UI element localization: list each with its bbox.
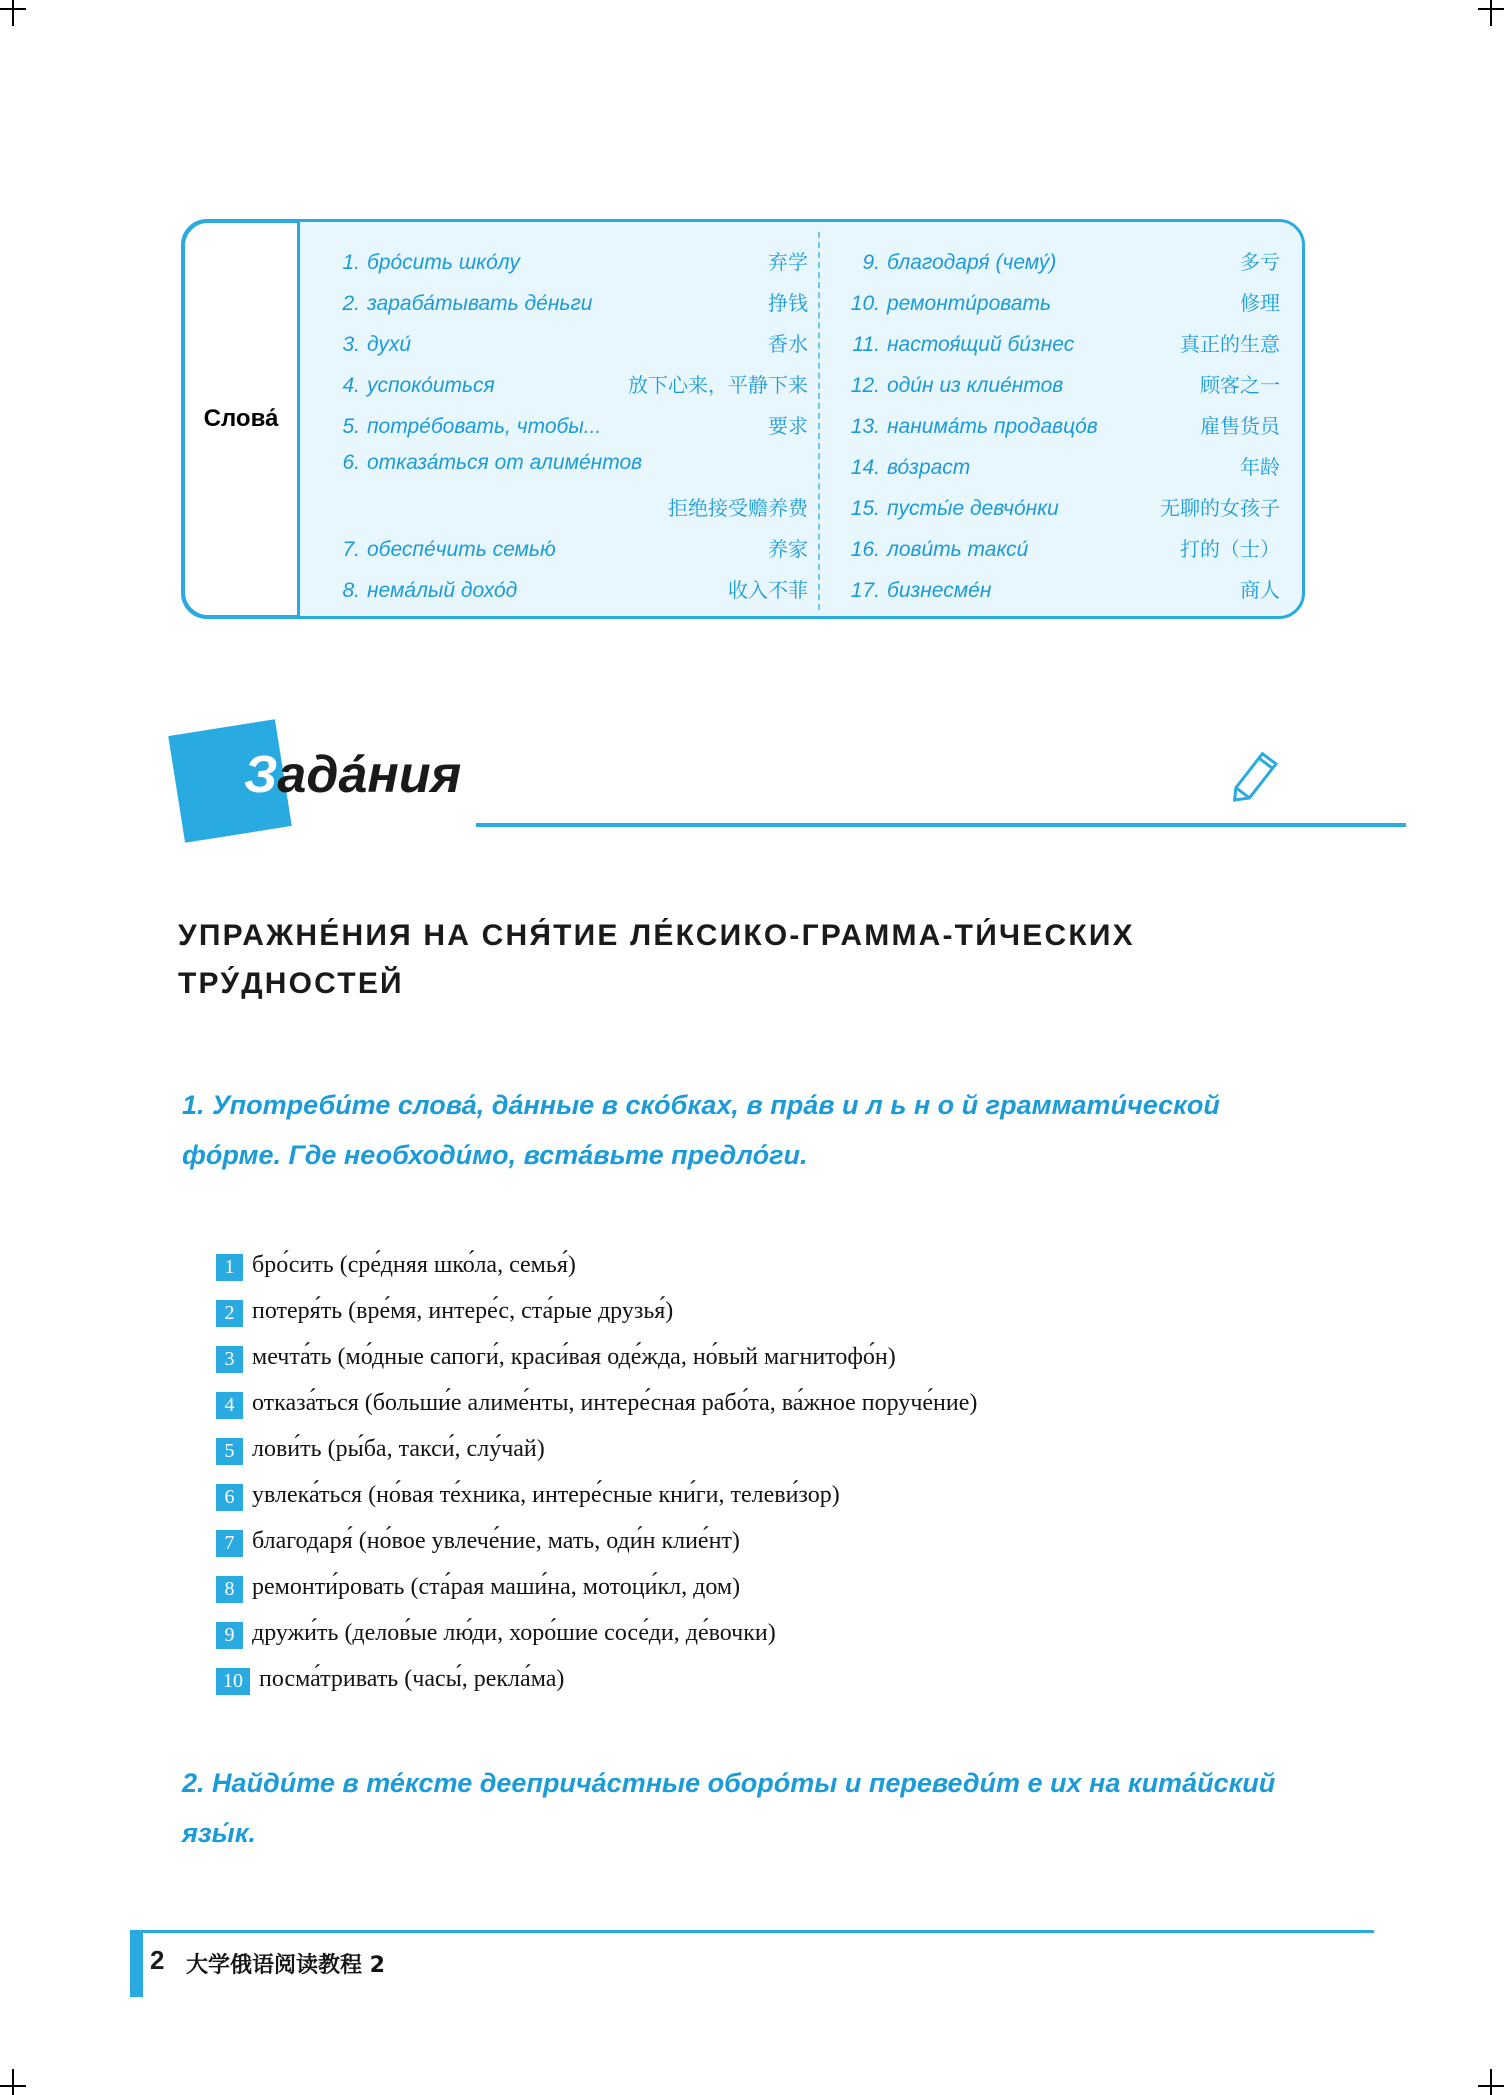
vocab-number: 14. xyxy=(850,456,880,479)
page-number: 2 xyxy=(150,1945,165,1975)
item-text: благодаря́ (но́вое увлече́ние, мать, оди́н клие́нт) xyxy=(252,1528,740,1554)
item-number-badge: 7 xyxy=(216,1530,243,1557)
book-title: 大学俄语阅读教程 2 xyxy=(186,1953,385,1978)
vocab-entry xyxy=(326,246,808,287)
vocab-russian: успоко́иться xyxy=(367,374,495,397)
vocab-chinese: 要求 xyxy=(768,414,808,438)
vocab-chinese: 弃学 xyxy=(768,250,808,274)
vocab-number: 5. xyxy=(342,415,360,438)
item-text: дружи́ть (делов́ые лю́ди, хоро́шие сосе́ди, де́вочки) xyxy=(252,1620,776,1646)
vocab-chinese: 真正的生意 xyxy=(1180,332,1280,356)
vocab-number: 10. xyxy=(850,292,880,315)
vocab-entry xyxy=(326,410,808,451)
vocab-number: 13. xyxy=(850,415,880,438)
vocab-chinese: 拒绝接受赡养费 xyxy=(668,496,808,520)
vocab-russian: нанима́ть продавцо́в xyxy=(887,415,1098,438)
vocabulary-tab-label: Слова́ xyxy=(203,405,279,432)
vocab-number: 6. xyxy=(342,451,360,474)
vocab-russian: бро́сить шко́лу xyxy=(367,251,520,274)
vocab-russian: отказа́ться от алиме́нтов xyxy=(367,451,643,474)
list-item xyxy=(216,1568,1326,1614)
vocab-number: 12. xyxy=(850,374,880,397)
footer-accent-tab xyxy=(130,1933,143,1997)
vocab-number: 1. xyxy=(342,251,360,274)
section-heading: УПРАЖНЕ́НИЯ НА СНЯ́ТИЕ ЛЕ́КСИКО-ГРАММА-ТИ́ЧЕСКИХ ТРУ́ДНОСТЕЙ xyxy=(178,919,1135,1000)
tasks-banner-title xyxy=(244,745,461,805)
vocab-entry xyxy=(846,328,1280,369)
item-text: увлека́ться (но́вая те́хника, интере́сные кни́ги, телеви́зор) xyxy=(252,1482,840,1508)
vocab-chinese: 养家 xyxy=(768,537,808,561)
item-text: отказа́ться (больши́е алиме́нты, интере́сная рабо́та, ва́жное поруче́ние) xyxy=(252,1390,978,1416)
list-item xyxy=(216,1246,1326,1292)
vocab-russian: зараба́тывать де́ньги xyxy=(367,292,593,315)
pencil-icon xyxy=(1222,747,1288,813)
vocabulary-column-right xyxy=(818,232,1288,610)
vocab-entry xyxy=(846,492,1280,533)
vocab-russian: нема́лый дохо́д xyxy=(367,579,518,602)
vocab-russian: лови́ть такси́ xyxy=(887,538,1029,561)
vocab-chinese: 收入不菲 xyxy=(728,578,808,602)
list-item xyxy=(216,1430,1326,1476)
item-number-badge: 2 xyxy=(216,1300,243,1327)
task-1-heading: 1. Употреби́те слова́, да́нные в ско́бках, в пра́в и л ь н о й граммати́ческой фо́рме. Где необходи́мо, вста́вьте предло́ги. xyxy=(182,1090,1220,1170)
item-text: потеря́ть (вре́мя, интере́с, ста́рые друзья́) xyxy=(252,1298,674,1324)
vocab-number: 2. xyxy=(342,292,360,315)
tasks-banner-rest: ада́ния xyxy=(277,746,462,804)
crop-mark-top-right xyxy=(1490,0,1492,26)
vocab-entry xyxy=(846,246,1280,287)
list-item xyxy=(216,1522,1326,1568)
list-item xyxy=(216,1338,1326,1384)
item-text: мечта́ть (мо́дные сапоги́, краси́вая оде́жда, но́вый магнитофо́н) xyxy=(252,1344,896,1370)
vocab-entry xyxy=(846,533,1280,574)
vocabulary-columns xyxy=(308,232,1296,610)
tasks-banner xyxy=(176,715,1306,850)
vocab-entry xyxy=(326,533,808,574)
vocab-entry xyxy=(326,287,808,328)
vocab-number: 4. xyxy=(342,374,360,397)
vocab-number: 15. xyxy=(850,497,880,520)
item-number-badge: 6 xyxy=(216,1484,243,1511)
item-number-badge: 4 xyxy=(216,1392,243,1419)
vocabulary-column-left xyxy=(308,232,818,610)
vocab-number: 7. xyxy=(342,538,360,561)
vocab-russian: духи́ xyxy=(367,333,412,356)
vocab-number: 3. xyxy=(342,333,360,356)
vocab-russian: пусты́е девчо́нки xyxy=(887,497,1059,520)
vocab-russian: потре́бовать, чтобы... xyxy=(367,415,602,438)
vocab-russian: во́зраст xyxy=(887,456,971,479)
item-text: ремонти́ровать (ста́рая маши́на, мотоци́кл, дом) xyxy=(252,1574,741,1600)
vocabulary-tab xyxy=(182,220,300,618)
task-1-exercise-list xyxy=(216,1246,1326,1706)
item-text: посма́тривать (часы́, рекла́ма) xyxy=(259,1666,565,1692)
item-number-badge: 9 xyxy=(216,1622,243,1649)
vocab-number: 8. xyxy=(342,579,360,602)
list-item xyxy=(216,1384,1326,1430)
vocab-entry xyxy=(846,287,1280,328)
vocab-entry xyxy=(846,451,1280,492)
vocab-chinese: 商人 xyxy=(1240,578,1280,602)
vocab-entry-continuation xyxy=(326,492,808,533)
item-number-badge: 3 xyxy=(216,1346,243,1373)
crop-mark-bottom-right xyxy=(1490,2069,1492,2095)
item-number-badge: 8 xyxy=(216,1576,243,1603)
vocab-chinese: 挣钱 xyxy=(768,291,808,315)
tasks-banner-initial: З xyxy=(244,746,278,804)
tasks-banner-rule xyxy=(476,823,1406,827)
vocab-number: 16. xyxy=(850,538,880,561)
item-number-badge: 5 xyxy=(216,1438,243,1465)
item-text: лови́ть (ры́ба, такси́, слу́чай) xyxy=(252,1436,545,1462)
vocab-russian: оди́н из клие́нтов xyxy=(887,374,1064,397)
vocab-chinese: 年龄 xyxy=(1240,455,1280,479)
vocab-number: 11. xyxy=(852,333,880,356)
list-item xyxy=(216,1476,1326,1522)
vocab-number: 17. xyxy=(850,579,880,602)
vocab-number: 9. xyxy=(862,251,880,274)
list-item xyxy=(216,1292,1326,1338)
vocab-entry xyxy=(326,451,808,492)
crop-mark-top-left xyxy=(12,0,14,26)
vocab-chinese: 放下心来，平静下来 xyxy=(628,373,808,397)
vocab-chinese: 修理 xyxy=(1240,291,1280,315)
vocab-chinese: 雇售货员 xyxy=(1200,414,1280,438)
vocabulary-box xyxy=(181,219,1305,619)
vocab-chinese: 香水 xyxy=(768,332,808,356)
task-2-heading: 2. Найди́те в те́ксте дееприча́стные оборо́ты и переведи́т е их на кита́йский язы́к. xyxy=(182,1768,1276,1848)
vocab-entry xyxy=(326,574,808,615)
vocab-entry xyxy=(846,574,1280,615)
vocab-russian: бизнесме́н xyxy=(887,579,992,602)
vocab-russian: ремонти́ровать xyxy=(887,292,1052,315)
vocab-chinese: 多亏 xyxy=(1240,250,1280,274)
vocab-chinese: 打的（士） xyxy=(1180,537,1280,561)
crop-mark-bottom-left xyxy=(12,2069,14,2095)
item-number-badge: 1 xyxy=(216,1254,243,1281)
item-number-badge: 10 xyxy=(216,1668,250,1695)
vocab-entry xyxy=(326,369,808,410)
vocab-entry xyxy=(846,410,1280,451)
footer-rule xyxy=(130,1930,1374,1933)
vocab-russian: благодаря́ (чему́) xyxy=(887,251,1057,274)
vocab-russian: обеспе́чить семью́ xyxy=(367,538,556,561)
list-item xyxy=(216,1660,1326,1706)
vocab-chinese: 顾客之一 xyxy=(1200,373,1280,397)
item-text: бро́сить (сре́дняя шко́ла, семья́) xyxy=(252,1252,576,1278)
list-item xyxy=(216,1614,1326,1660)
vocab-chinese: 无聊的女孩子 xyxy=(1160,496,1280,520)
vocab-russian: настоя́щий би́знес xyxy=(887,333,1075,356)
vocab-entry xyxy=(326,328,808,369)
vocab-entry xyxy=(846,369,1280,410)
